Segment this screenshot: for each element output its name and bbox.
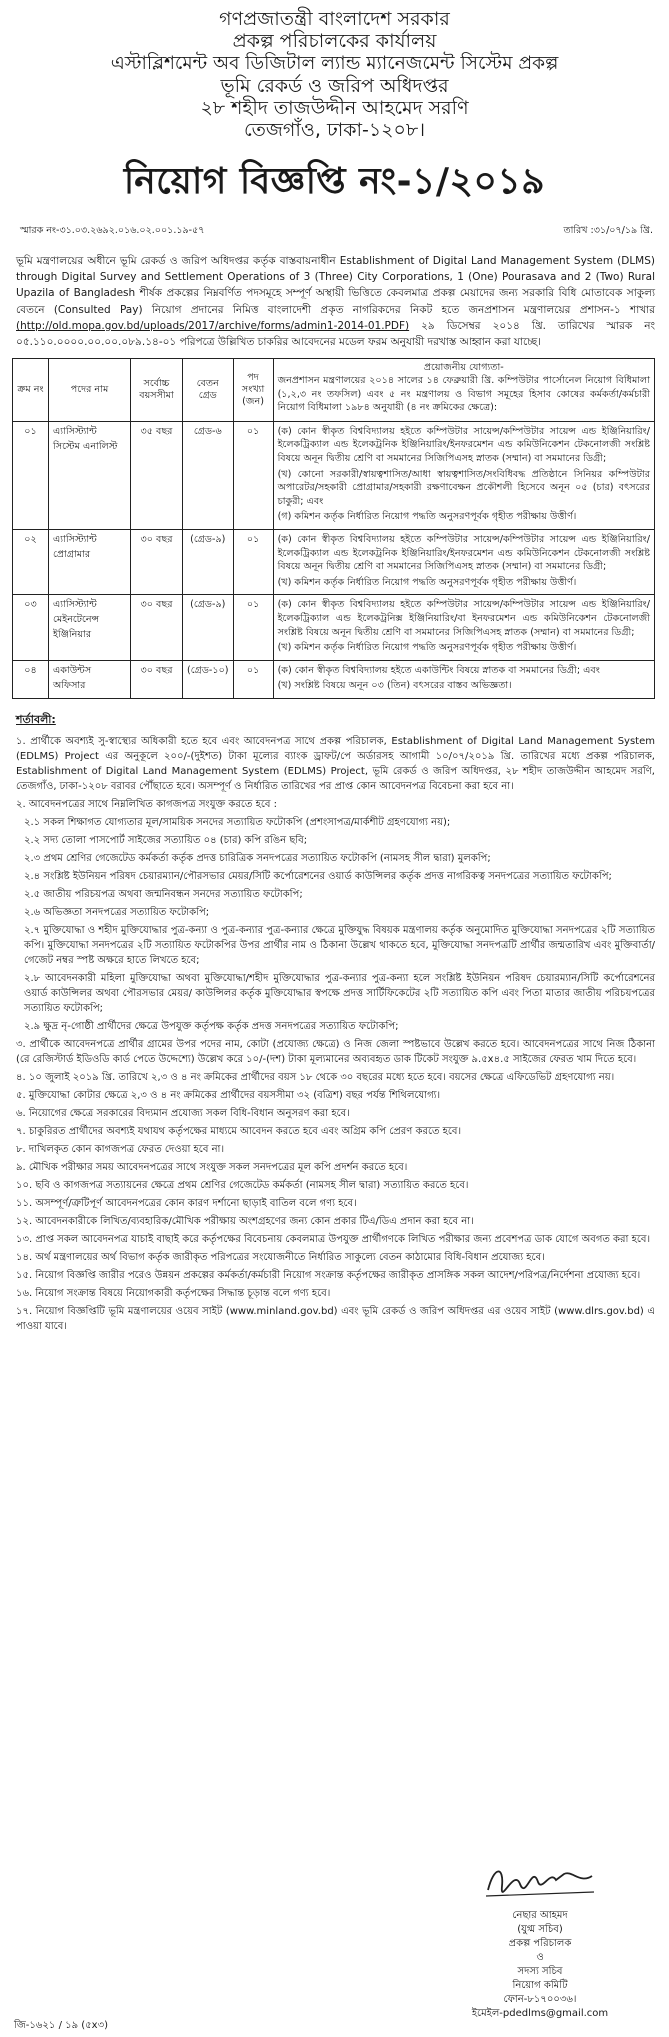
condition-item: ২.৬ অভিজ্ঞতা সনদপত্রের সত্যায়িত ফটোকপি; [24, 907, 210, 919]
condition-item: ২.৪ সংশ্লিষ্ট ইউনিয়ন পরিষদ চেয়ারম্যান/পৌরসভার মেয়র/সিটি কর্পোরেশনের ওয়ার্ড কাউন্সিলর কর্তৃক প্রদত্ত নাগরিকত্ব সনদপত্রের সত্যায়িত ফটোকপি; [24, 871, 612, 883]
condition-item: ২.৩ প্রথম শ্রেণির গেজেটেড কর্মকর্তা কর্তৃক প্রদত্ত চারিত্রিক সনদপত্রের সত্যায়িত ফটোকপি (নামসহ সীল দ্বারা) মুলকপি; [24, 853, 491, 865]
header-pay-grade: বেতন গ্রেড [183, 359, 234, 421]
condition-item: ১৪. অর্থ মন্ত্রণালয়ের অর্থ বিভাগ কর্তৃক জারীকৃত পরিপত্রের সংযোজনীতে নির্ধারিত সাকুল্যে বেতন কাঠামোর বিধি-বিধান প্রযোজ্য হবে। [16, 1252, 545, 1264]
notice-date: তারিখ :৩১/০৭/১৯ খ্রি. [563, 224, 653, 236]
signature-block [445, 1856, 635, 2021]
header-post-name: পদের নাম [49, 359, 131, 421]
condition-item: ৮. দাখিলকৃত কোন কাগজপত্র ফেরত দেওয়া হবে না। [16, 1144, 225, 1156]
header-serial: ক্রম নং [13, 359, 49, 421]
condition-item: ১. প্রার্থীকে অবশ্যই সু-স্বাস্থ্যের অধিকারী হতে হবে এবং আবেদনপত্র সাথে প্রকল্প পরিচালক, Establishment of Digital Land Management System (EDLMS) Project এর অনুকূলে ২০০/-(দুইশত) টাকা মূল্যের ব্যাংক ড্রাফট/পে অর্ডারসহ আগামী ১০/০৭/২০১৯ খ্রি. তারিখের মধ্যে প্রকল্প পরিচালক, Establishment of Digital Land Management System (EDLMS) Project, ভূমি রেকর্ড ও জরিপ অধিদপ্তর, ২৮ শহীদ তাজউদ্দীন আহমেদ সরণি, তেজগাঁও, ঢাকা-১২০৮ বরাবর পৌঁছাতে হবে। অসম্পূর্ণ ও নির্ধারিত তারিখের পর প্রাপ্ত কোন আবেদনপত্র বিবেচনা করা হবে না। [16, 736, 656, 793]
signature-designation: প্রকল্প পরিচালক [508, 1938, 572, 1949]
memo-number: স্মারক নং-৩১.০৩.২৬৯২.০১৬.০২.০০১.১৯-৫৭ [20, 224, 205, 236]
requirement-item: (ক) কোন স্বীকৃত বিশ্ববিদ্যালয় হইতে কম্পিউটার সায়েন্স/কম্পিউটার সায়েন্স এন্ড ইঞ্জিনিয়ারিং/ইলেকট্রিক্যাল এন্ড ইলেকট্রনিক ইঞ্জিনিয়ারিং/ইনফরমেশন এন্ড কমিউনিকেশন টেকনোলজী সংশ্লিষ্ট বিষয়ে অনূন দ্বিতীয় শ্রেণি বা সমমানের সিজিপিএসহ স্নাতক (সম্মান) বা সমমানের ডিগ্রী; [277, 425, 650, 464]
condition-item: ১৫. নিয়োগ বিজ্ঞপ্তি জারীর পরেও উন্নয়ন প্রকল্পের কর্মকর্তা/কর্মচারী নিয়োগ সংক্রান্ত কর্তৃপক্ষের জারীকৃত প্রাসঙ্গিক সকল আদেশ/পরিপত্র/নির্দেশনা প্রযোজ্য হবে। [16, 1270, 641, 1282]
signature-name: নেছার আহমদ [512, 1910, 568, 1921]
signature-designation: নিয়োগ কমিটি [512, 1980, 568, 1991]
row-age: ৩৫ বছর [131, 421, 183, 529]
condition-item: ২.৯ ক্ষুদ্র নৃ-গোষ্ঠী প্রার্থীদের ক্ষেত্রে উপযুক্ত কর্তৃপক্ষ কর্তৃক প্রদত্ত সনদপত্রের সত্যায়িত ফটোকপি; [24, 1021, 399, 1033]
signature-phone: ফোন-৮১৭০০৩৬। [503, 1994, 577, 2005]
row-post-name: এ্যাসিস্ট্যান্ট সিস্টেম এনালিস্ট [49, 421, 131, 529]
table-row [13, 529, 655, 594]
requirements-preamble: জনপ্রশাসন মন্ত্রণালয়ের ২০১৪ সালের ১৪ ফেব্রুয়ারী খ্রি. কম্পিউটার পার্সোনেল নিয়োগ বিধিমালা (১,২,৩ নং তফসিল) এবং ৫ নং মন্ত্রণালয় ও বিভাগ সমূহের হিসাব কোষের কর্মকর্তা/কর্মচারী নিয়োগ বিধিমালা ১৯৮৪ অনুযায়ী (৪ নং ক্রমিকের ক্ষেত্রে): [277, 375, 650, 414]
table-row [13, 421, 655, 529]
condition-item: ২.৭ মুক্তিযোদ্ধা ও শহীদ মুক্তিযোদ্ধার পুত্র-কন্যা ও পুত্র-কন্যার পুত্র-কন্যার ক্ষেত্রে মুক্তিযুদ্ধ বিষয়ক মন্ত্রণালয় কর্তৃক অনুমোদিত মুক্তিযোদ্ধা সনদপত্রের ২টি সত্যায়িত কপি। মুক্তিযোদ্ধা সনদপত্রের ২টি সত্যায়িত ফটোকপির উপর প্রার্থীর নাম ও ঠিকানা উল্লেখ থাকতে হবে, মুক্তিযোদ্ধা সনদপত্রটি প্রার্থীর জন্মতারিখ এবং মুক্তিবার্তা/গেজেট নম্বর স্পষ্ট অক্ষরে হাতে লিখতে হবে; [24, 925, 655, 967]
condition-item: ৬. নিয়োগের ক্ষেত্রে সরকারের বিদ্যমান প্রযোজ্য সকল বিধি-বিধান অনুসরণ করা হবে। [16, 1108, 350, 1120]
requirement-item: (গ) কমিশন কর্তৃক নির্ধারিত নিয়োগ পদ্ধতি অনুসরণপূর্বক গৃহীত পরীক্ষায় উত্তীর্ণ। [277, 511, 577, 523]
header-street: ২৮ শহীদ তাজউদ্দীন আহমেদ সরণি [200, 97, 469, 120]
table-row [13, 660, 655, 698]
row-serial: ০২ [13, 529, 49, 594]
row-age: ৩০ বছর [131, 595, 183, 660]
row-requirements [273, 595, 654, 660]
header-city: তেজগাঁও, ঢাকা-১২০৮। [243, 119, 426, 142]
row-post-name: এ্যাসিস্ট্যান্ট মেইনটেনেন্স ইঞ্জিনিয়ার [49, 595, 131, 660]
signature-designation: (যুগ্ম সচিব) [517, 1924, 563, 1935]
condition-item: ২.৮ আবেদনকারী মহিলা মুক্তিযোদ্ধা অথবা মুক্তিযোদ্ধা/শহীদ মুক্তিযোদ্ধার পুত্র-কন্যার পুত্র-কন্যা হলে সংশ্লিষ্ট ইউনিয়ন পরিষদ চেয়ারম্যান/সিটি কর্পোরেশনের ওয়ার্ড কাউন্সিলর অথবা পৌরসভার মেয়র/ কাউন্সিলর কর্তৃক মুক্তিযোদ্ধার স্বপক্ষে প্রদত্ত সার্টিফিকেটের ২টি সত্যায়িত কপি এবং পিতা মাতার জাতীয় পরিচয়পত্রের সত্যায়িত ফটোকপি; [24, 973, 655, 1015]
requirements-preamble-cell [278, 374, 650, 414]
row-requirements [273, 660, 654, 698]
condition-item: ১৭. নিয়োগ বিজ্ঞপ্তিটি ভূমি মন্ত্রণালয়ের ওয়েব সাইট (www.minland.gov.bd) এবং ভূমি রেকর্ড ও জরিপ অধিদপ্তর এর ওয়েব সাইট (www.dlrs.gov.bd) এ পাওয়া যাবে। [16, 1306, 655, 1333]
condition-item: ৩. প্রার্থীকে আবেদনপত্রে প্রার্থীর গ্রামের উপর পদের নাম, কোটা (প্রযোজ্য ক্ষেত্রে) ও নিজ জেলা স্পষ্টভাবে উল্লেখ করতে হবে। আবেদনপত্রের সাথে নিজ ঠিকানা (রে রেজিস্টার্ড ইডিওডি কার্ড পেতে উদ্দেশ্যে) উল্লেখ করে ১০/-(দশ) টাকা মূল্যমানের অব্যবহৃত ডাক টিকেট সংযুক্ত ৯.৫x৪.৫ সাইজের ফেরত খাম দিতে হবে। [16, 1039, 655, 1066]
notice-title: নিয়োগ বিজ্ঞপ্তি নং-১/২০১৯ [123, 160, 546, 202]
header-project: এস্টাব্লিশমেন্ট অব ডিজিটাল ল্যান্ড ম্যানেজমেন্ট সিস্টেম প্রকল্প [110, 52, 559, 74]
condition-item: ৪. ১০ জুলাই ২০১৯ খ্রি. তারিখে ২,৩ ও ৪ নং ক্রমিকের প্রার্থীদের বয়স ১৮ থেকে ৩০ বছরের মধ্যে হতে হবে। বয়সের ক্ষেত্রে এফিডেভিট গ্রহণযোগ্য নয়। [16, 1072, 615, 1084]
requirement-item: (খ) সংশ্লিষ্ট বিষয়ে অনূন ০৩ (তিন) বৎসরের বাস্তব অভিজ্ঞতা। [277, 680, 512, 692]
row-requirements [273, 421, 654, 529]
condition-item: ২.২ সদ্য তোলা পাসপোর্ট সাইজের সত্যায়িত ০৪ (চার) কপি রঙিন ছবি; [24, 835, 308, 847]
requirement-item: (ক) কোন স্বীকৃত বিশ্ববিদ্যালয় হইতে কম্পিউটার সায়েন্স/কম্পিউটার সায়েন্স এন্ড ইঞ্জিনিয়ারিং/ইলেকট্রিক্যাল এন্ড ইলেকট্রনিক ইঞ্জিনিয়ারিং/ইনফরমেশন এন্ড কমিউনিকেশন টেকনোলজী সংশ্লিষ্ট বিষয়ে অনূন দ্বিতীয় শ্রেণি বা সমমানের সিজিপিএসহ স্নাতক (সম্মান) বা সমমানের ডিগ্রী; [277, 533, 650, 573]
header-department: ভূমি রেকর্ড ও জরিপ অধিদপ্তর [220, 74, 449, 97]
condition-item: ৫. মুক্তিযোদ্ধা কোটার ক্ষেত্রে ২,৩ ও ৪ নং ক্রমিকের প্রার্থীদের বয়সসীমা ৩২ (বত্রিশ) বছর পর্যন্ত শিথিলযোগ্য। [16, 1090, 441, 1102]
handwritten-signature [480, 1856, 600, 1904]
row-grade: (গ্রেড-৯) [183, 529, 234, 594]
table-header-row [13, 359, 655, 421]
header-requirements [273, 359, 654, 421]
notice-page [12, 0, 657, 1337]
requirement-item: (ক) কোন স্বীকৃত বিশ্ববিদ্যালয় হইতে একাউন্টিং বিষয়ে স্নাতক বা সমমানের ডিগ্রী; এবং [277, 664, 600, 676]
requirements-heading: প্রয়োজনীয় যোগ্যতা- [423, 362, 504, 374]
row-serial: ০৩ [13, 595, 49, 660]
row-grade: গ্রেড-৬ [183, 421, 234, 529]
row-age: ৩০ বছর [131, 660, 183, 698]
condition-item: ১৩. প্রাপ্ত সকল আবেদনপত্র যাচাই বাছাই করে কর্তৃপক্ষের বিবেচনায় কেবলমাত্র উপযুক্ত প্রার্থীগণকে লিখিত পরীক্ষার জন্য প্রবেশপত্র ডাক যোগে অবগত করা হবে। [16, 1234, 651, 1246]
condition-item: ১০. ছবি ও কাগজপত্র সত্যায়নের ক্ষেত্রে প্রথম শ্রেণির গেজেটেড কর্মকর্তা (নামসহ সীল দ্বারা) সত্যায়িত করতে হবে। [16, 1180, 469, 1192]
intro-text-2: ২৯ ডিসেম্বর ২০১৪ খ্রি. তারিখের স্মারক নং ০৫.১১০.০০০০.০০.০০.০৮৯.১৪-০১ পরিপত্রে উল্লিখিত চাকরির আবেদনের মডেল ফরম অনুযায়ী দরখাস্ত আহ্বান করা যাচ্ছে। [16, 319, 655, 349]
conditions-title: শর্তাবলী: [16, 713, 56, 727]
requirement-item: (খ) কমিশন কর্তৃক নির্ধারিত নিয়োগ পদ্ধতি অনুসরণপূর্বক গৃহীত পরীক্ষায় উত্তীর্ণ। [277, 642, 577, 654]
row-post-name: এ্যাসিস্ট্যান্ট প্রোগ্রামার [49, 529, 131, 594]
row-count: ০১ [233, 595, 273, 660]
condition-item: ১১. অসম্পূর্ণ/ত্রুটিপূর্ণ আবেদনপত্রের কোন কারণ দর্শানো ছাড়াই বাতিল বলে গণ্য হবে। [16, 1198, 357, 1210]
row-serial: ০৪ [13, 660, 49, 698]
condition-item: ২.৫ জাতীয় পরিচয়পত্র অথবা জন্মনিবন্ধন সনদের সত্যায়িত ফটোকপি; [24, 889, 303, 901]
header-post-count: পদ সংখ্যা (জন) [233, 359, 273, 421]
requirement-item: (খ) কোনো সরকারী/স্বায়ত্বশাসিত/আধা স্বায়ত্বশাসিত/সংবিধিবদ্ধ প্রতিষ্ঠানে সিনিয়র কম্পিউটার অপারেটর/সহকারী প্রোগ্রামার/সহকারী রক্ষণাবেক্ষন প্রকৌশলী হিসেবে অনূন ০৫ (চার) বৎসরের চাকুরী; এবং [277, 468, 650, 507]
conditions-list [16, 734, 655, 1334]
intro-text-1: ভূমি মন্ত্রণালয়ের অধীনে ভূমি রেকর্ড ও জরিপ অধিদপ্তর কর্তৃক বাস্তবায়নাধীন Establishment of Digital Land Management System (DLMS) through Digital Survey and Settlement Operations of 3 (Three) City Corporations, 1 (One) Pourasava and 2 (Two) Rural Upazila of Bangladesh শীর্ষক প্রকল্পের নিম্নবর্ণিত পদসমূহে সম্পূর্ণ অস্থায়ী ভিত্তিতে কেবলমাত্র প্রকল্প মেয়াদের জন্য সরকারি বিধি মোতাবেক সাকুল্য বেতনে (Consulted Pay) নিয়োগ প্রদানের নিমিত্ত বাংলাদেশী প্রকৃত নাগরিকদের নিকট হতে জনপ্রশাসন মন্ত্রণালয়ের প্রশাসন-১ শাখার [16, 254, 655, 316]
requirement-item: (খ) কমিশন কর্তৃক নির্ধারিত নিয়োগ পদ্ধতি অনুসরণপূর্বক গৃহীত পরীক্ষায় উত্তীর্ণ। [277, 576, 577, 588]
table-row [13, 595, 655, 660]
condition-item: ৯. মৌখিক পরীক্ষার সময় আবেদনপত্রের সাথে সংযুক্ত সকল সনদপত্রের মূল কপি প্রদর্শন করতে হবে। [16, 1162, 408, 1174]
row-serial: ০১ [13, 421, 49, 529]
row-grade: (গ্রেড-৯) [183, 595, 234, 660]
reference-line [12, 224, 657, 239]
header-age-limit: সর্বোচ্চ বয়সসীমা [131, 359, 183, 421]
row-requirements [273, 529, 654, 594]
signature-conjunction: ও [536, 1952, 544, 1963]
row-age: ৩০ বছর [131, 529, 183, 594]
intro-paragraph [16, 253, 655, 351]
header-government: গণপ্রজাতন্ত্রী বাংলাদেশ সরকার [219, 8, 450, 30]
requirement-item: (ক) কোন স্বীকৃত বিশ্ববিদ্যালয় হইতে কম্পিউটার সায়েন্স/কম্পিউটার সায়েন্স এন্ড ইঞ্জিনিয়ারিং/ইলেকট্রিক্যাল এন্ড ইলেকট্রনিক্স ইঞ্জিনিয়ারিং/বা ইনফরমেশন এন্ড কমিউনিকেশন টেকনোলজী সংশ্লিষ্ট বিষয়ে অনূন দ্বিতীয় শ্রেণি বা সমমানের সিজিপিএসহ স্নাতক (সম্মান) বা সমমানের ডিগ্রী; [277, 599, 650, 638]
condition-item: ৭. চাকুরিরত প্রার্থীদের অবশ্যই যথাযথ কর্তৃপক্ষের মাধ্যমে আবেদন করতে হবে এবং অগ্রিম কপি প্রেরণ করতে হবে। [16, 1126, 462, 1138]
posts-table [12, 358, 655, 699]
signature-designation: সদস্য সচিব [517, 1966, 563, 1977]
condition-item: ২. আবেদনপত্রের সাথে নিম্নলিখিত কাগজপত্র সংযুক্ত করতে হবে : [16, 799, 277, 811]
office-header [12, 8, 657, 142]
condition-item: ১২. আবেদনকারীকে লিখিত/ব্যবহারিক/মৌখিক পরীক্ষায় অংশগ্রহণের জন্য কোন প্রকার টিএ/ডিএ প্রদান করা হবে না। [16, 1216, 474, 1228]
footer-code: জি-১৬২১ / ১৯ (৫x৩) [14, 2020, 108, 2031]
row-count: ০১ [233, 529, 273, 594]
row-count: ০১ [233, 660, 273, 698]
signature-email[interactable]: ইমেইল-pdedlms@gmail.com [471, 2008, 609, 2019]
condition-item: ২.১ সকল শিক্ষাগত যোগ্যতার মূল/সাময়িক সনদের সত্যায়িত ফটোকপি (প্রশংসাপত্র/মার্কশীট গ্রহণযোগ্য নয়); [24, 817, 451, 829]
circular-link[interactable]: (http://old.mopa.gov.bd/uploads/2017/archive/forms/admin1-2014-01.PDF) [16, 319, 410, 332]
row-post-name: একাউন্টস অফিসার [49, 660, 131, 698]
condition-item: ১৬. নিয়োগ সংক্রান্ত বিষয়ে নিয়োগকারী কর্তৃপক্ষের সিদ্ধান্ত চূড়ান্ত বলে গণ্য হবে। [16, 1288, 331, 1300]
row-count: ০১ [233, 421, 273, 529]
row-grade: (গ্রেড-১০) [183, 660, 234, 698]
header-office: প্রকল্প পরিচালকের কার্যালয় [232, 30, 437, 53]
